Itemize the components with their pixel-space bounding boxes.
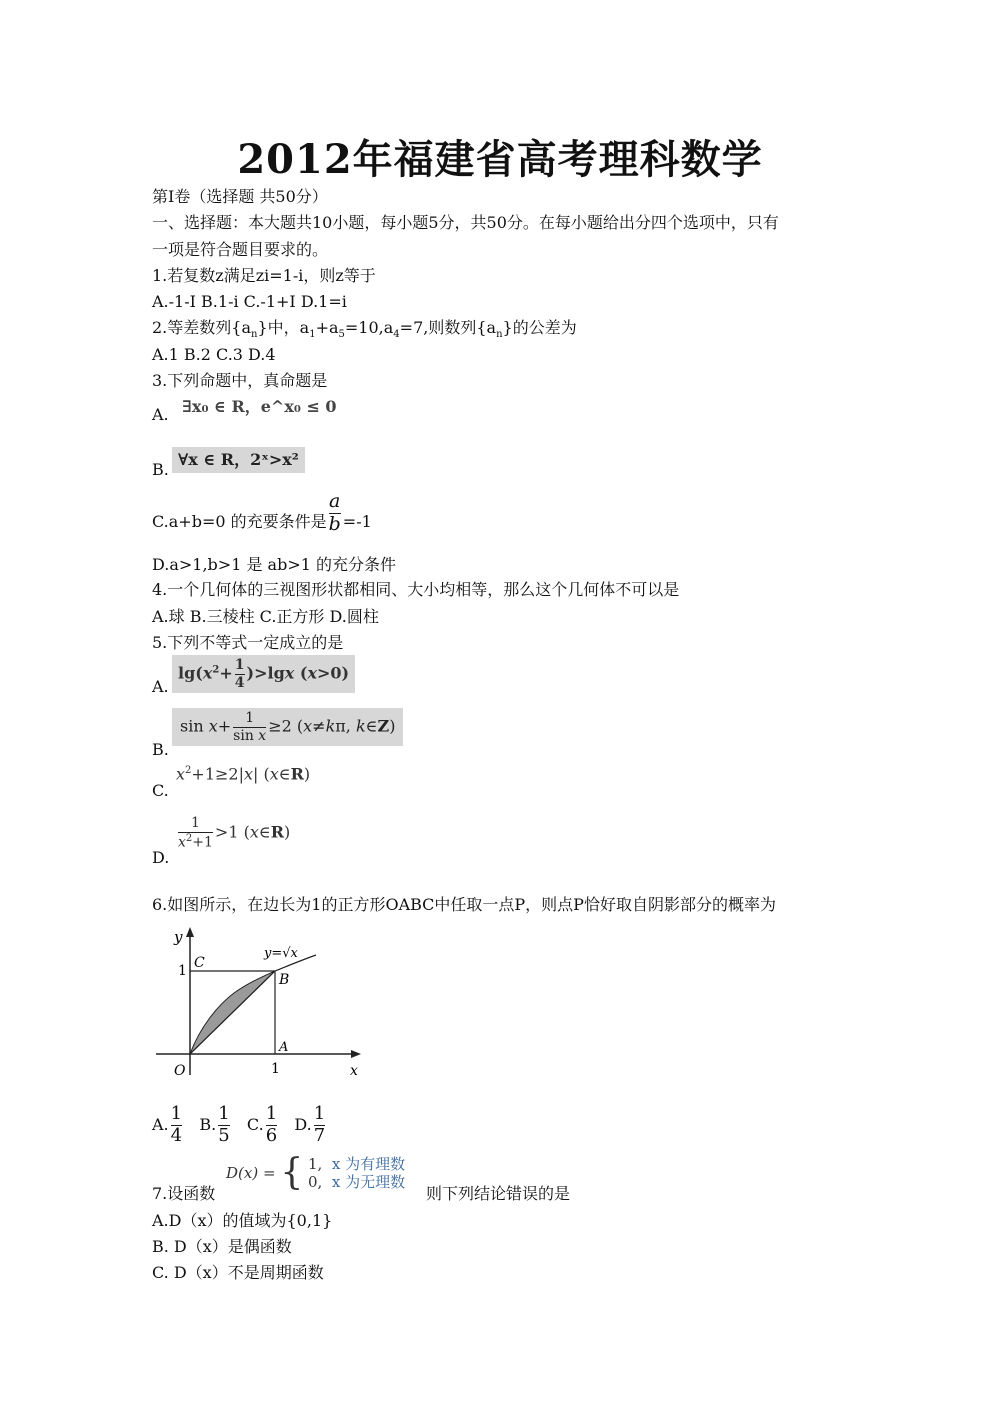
line-y-equals-x: [190, 971, 275, 1054]
q5-option-a-label: A.: [152, 677, 169, 696]
point-b-label: B: [279, 972, 290, 988]
q2-stem: 2.等差数列$\{a_n\}$中，$a_1+a_5=10,a_4=7$,则数列$\{a_n\}$的公差为: [152, 318, 577, 341]
q6-option-b: B. $\frac{1}{5}$: [199, 1103, 230, 1146]
q3-option-b-label: B.: [152, 460, 169, 479]
q4-stem: 4.一个几何体的三视图形状都相同、大小均相等，那么这个几何体不可以是: [152, 580, 680, 599]
q6-figure: [152, 925, 367, 1087]
q7-option-c: C. D（x）不是周期函数: [152, 1263, 324, 1282]
q1-options: A.-1-I B.1-i C.-1+I D.1=i: [152, 292, 347, 311]
x-axis-label: x: [350, 1063, 358, 1079]
q3-option-c: C.a+b=0 的充要条件是 $\frac{a}{b}$ =-1: [152, 490, 372, 535]
q3-option-a-label: A.: [152, 405, 169, 424]
curve-label: y=√x: [264, 946, 298, 961]
point-c-label: C: [194, 955, 205, 971]
y-axis-arrow: [186, 927, 194, 937]
x-axis-arrow: [351, 1050, 361, 1058]
q7-suffix: 则下列结论错误的是: [426, 1184, 571, 1203]
x-one-label: 1: [271, 1061, 280, 1077]
page-title: 2012年福建省高考理科数学: [237, 136, 763, 183]
q6-stem: 6.如图所示，在边长为1的正方形OABC中任取一点P，则点P恰好取自阴影部分的概率为: [152, 895, 776, 914]
y-axis-label: y: [174, 928, 183, 946]
q5-option-c-label: C.: [152, 781, 169, 800]
q5-option-d-formula: $\frac{1}{x^2+1}$ >1 (x∈R): [178, 815, 291, 851]
q3-option-a-formula: ∃x₀ ∈ R，e^x₀ ≤ 0: [182, 397, 337, 416]
q4-options: A.球 B.三棱柱 C.正方形 D.圆柱: [152, 607, 379, 626]
q5-option-b-formula: sin x+ $\frac{1}{\text{sin x}}$ ≥2 (x≠kπ, k∈Z): [172, 708, 403, 746]
instructions-line-2: 一项是符合题目要求的。: [152, 240, 329, 259]
q7-prefix: 7.设函数: [152, 1184, 216, 1203]
q5-option-d-label: D.: [152, 848, 170, 867]
q1-stem: 1.若复数z满足zi=1-i，则z等于: [152, 266, 376, 285]
q2-options: A.1 B.2 C.3 D.4: [152, 345, 276, 364]
point-a-label: A: [279, 1040, 289, 1055]
y-one-label: 1: [178, 963, 187, 979]
q5-option-c-formula: $x^2+1\ge 2|x|$ (x∈R): [176, 764, 311, 784]
q5-option-b-label: B.: [152, 740, 169, 759]
q6-option-d: D. $\frac{1}{7}$: [294, 1103, 326, 1146]
q5-option-a-formula: $\lg(x^2+$ $\frac{1}{4}$ )>lgx (x>0): [172, 655, 355, 693]
q3-stem: 3.下列命题中，真命题是: [152, 371, 328, 390]
section-header: 第Ⅰ卷（选择题 共50分）: [152, 187, 328, 206]
instructions-line-1: 一、选择题：本大题共10小题，每小题5分，共50分。在每小题给出分四个选项中，只有: [152, 213, 779, 232]
q3-option-b-formula: ∀x ∈ R，2ˣ>x²: [172, 447, 305, 473]
q7-option-a: A.D（x）的值域为{0,1}: [152, 1211, 333, 1230]
q5-stem: 5.下列不等式一定成立的是: [152, 633, 344, 652]
q6-option-a: A. $\frac{1}{4}$: [152, 1103, 183, 1146]
origin-label: O: [174, 1063, 186, 1079]
q6-options: [152, 1105, 327, 1146]
q3-option-d: D.a>1,b>1 是 ab>1 的充分条件: [152, 555, 397, 574]
q6-option-c: C. $\frac{1}{6}$: [246, 1103, 278, 1146]
q7-function-definition: D(x) = { 1, x 为有理数 0, x 为无理数: [226, 1152, 406, 1193]
q7-option-b: B. D（x）是偶函数: [152, 1237, 292, 1256]
